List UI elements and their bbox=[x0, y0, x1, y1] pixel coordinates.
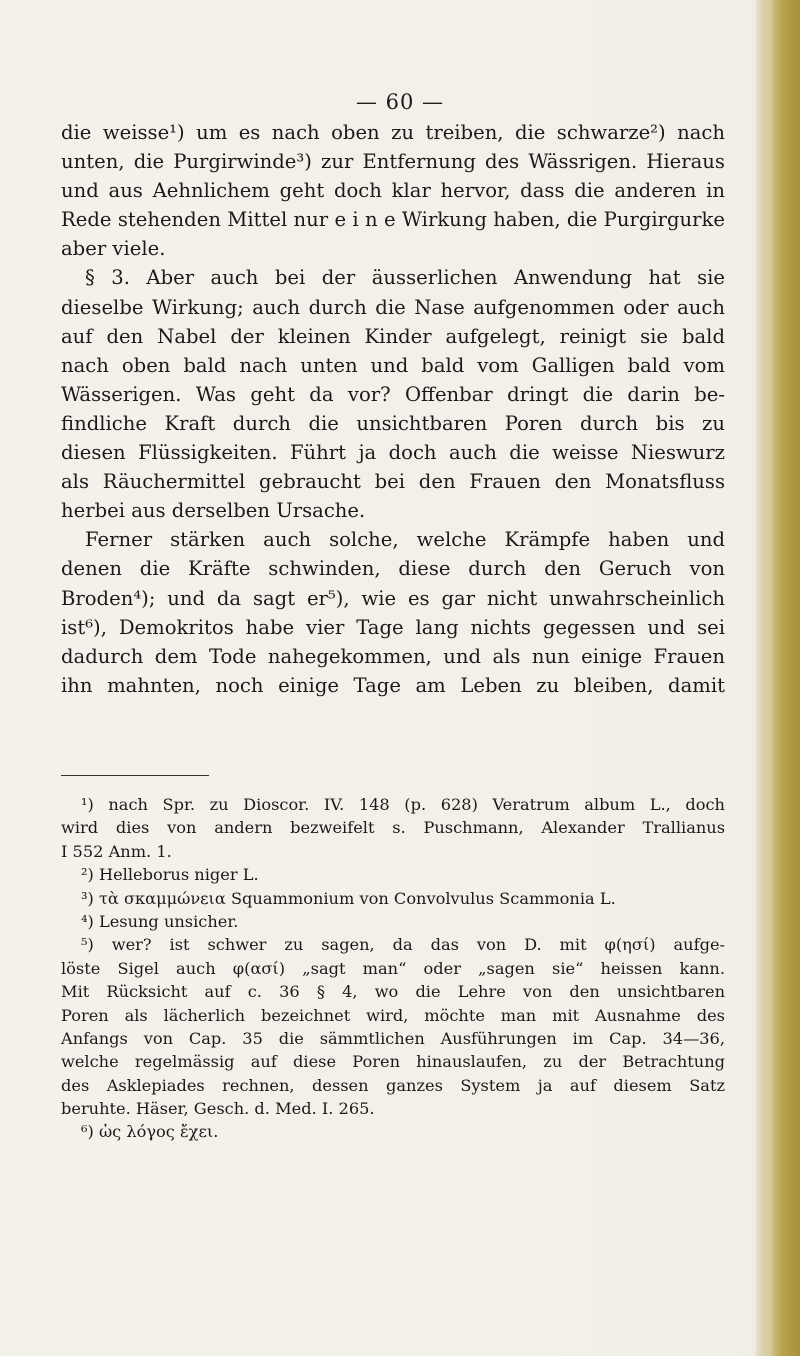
text-line: ist⁶), Demokritos habe vier Tage lang nichts gegessen und sei bbox=[61, 615, 725, 639]
footnote-line: wird dies von andern bezweifelt s. Puschmann, Alexander Trallianus bbox=[61, 818, 725, 838]
text-line: ihn mahnten, noch einige Tage am Leben zu bleiben, damit bbox=[61, 673, 725, 697]
text-line: die weisse¹) um es nach oben zu treiben, die schwarze²) nach bbox=[61, 121, 725, 144]
text-line: Wässerigen. Was geht da vor? Offenbar dringt die darin be- bbox=[61, 382, 725, 406]
footnote-line: ⁶) ὡς λόγος ἔχει. bbox=[81, 1122, 219, 1142]
text-line: aber viele. bbox=[61, 237, 166, 261]
footnote-line: Anfangs von Cap. 35 die sämmtlichen Ausführungen im Cap. 34—36, bbox=[61, 1028, 725, 1048]
text-line: als Räuchermittel gebraucht bei den Frauen den Monatsfluss bbox=[61, 470, 725, 494]
footnote-line: Poren als lächerlich bezeichnet wird, möchte man mit Ausnahme des bbox=[61, 1005, 725, 1025]
footnote-line: beruhte. Häser, Gesch. d. Med. I. 265. bbox=[61, 1099, 375, 1119]
footnote-line: ³) τὰ σκαμμώνεια Squammonium von Convolvulus Scammonia L. bbox=[81, 888, 616, 908]
footnote-line: ⁵) wer? ist schwer zu sagen, da das von D. mit φ(ησί) aufge- bbox=[81, 935, 725, 955]
text-line: und aus Aehnlichem geht doch klar hervor, dass die anderen in bbox=[61, 179, 725, 203]
text-line: dadurch dem Tode nahegekommen, und als nun einige Frauen bbox=[61, 644, 725, 668]
text-line: auf den Nabel der kleinen Kinder aufgelegt, reinigt sie bald bbox=[61, 324, 725, 348]
page-number: — 60 — bbox=[355, 90, 445, 114]
main-text bbox=[61, 118, 725, 700]
text-line: diesen Flüssigkeiten. Führt ja doch auch die weisse Nieswurz bbox=[61, 441, 725, 465]
text-line: Ferner stärken auch solche, welche Krämpfe haben und bbox=[85, 528, 725, 552]
footnote-line: ⁴) Lesung unsicher. bbox=[81, 911, 239, 931]
text-line: denen die Kräfte schwinden, diese durch den Geruch von bbox=[61, 557, 725, 581]
text-line: herbei aus derselben Ursache. bbox=[61, 499, 366, 523]
footnote-line: welche regelmässig auf diese Poren hinauslaufen, zu der Betrachtung bbox=[61, 1052, 725, 1072]
footnote-line: des Asklepiades rechnen, dessen ganzes System ja auf diesem Satz bbox=[61, 1075, 725, 1095]
footnote-separator bbox=[61, 775, 209, 776]
footnotes bbox=[61, 793, 725, 1144]
text-line: unten, die Purgirwinde³) zur Entfernung des Wässrigen. Hieraus bbox=[61, 150, 725, 174]
page-edge bbox=[756, 0, 800, 1356]
text-line: findliche Kraft durch die unsichtbaren Poren durch bis zu bbox=[61, 411, 725, 435]
footnote-line: ²) Helleborus niger L. bbox=[81, 865, 259, 885]
footnote-line: ¹) nach Spr. zu Dioscor. IV. 148 (p. 628) Veratrum album L., doch bbox=[81, 795, 725, 814]
text-line: dieselbe Wirkung; auch durch die Nase aufgenommen oder auch bbox=[61, 295, 725, 319]
footnote-line: löste Sigel auch φ(ασί) „sagt man“ oder „sagen sie“ heissen kann. bbox=[61, 958, 725, 978]
text-line: nach oben bald nach unten und bald vom Galligen bald vom bbox=[61, 353, 725, 377]
footnote-line: I 552 Anm. 1. bbox=[61, 841, 172, 861]
text-line: Broden⁴); und da sagt er⁵), wie es gar nicht unwahrscheinlich bbox=[61, 586, 725, 610]
text-line: § 3. Aber auch bei der äusserlichen Anwendung hat sie bbox=[85, 266, 725, 290]
text-line: Rede stehenden Mittel nur e i n e Wirkung haben, die Purgirgurke bbox=[61, 208, 725, 232]
footnote-line: Mit Rücksicht auf c. 36 § 4, wo die Lehre von den unsichtbaren bbox=[61, 982, 725, 1002]
